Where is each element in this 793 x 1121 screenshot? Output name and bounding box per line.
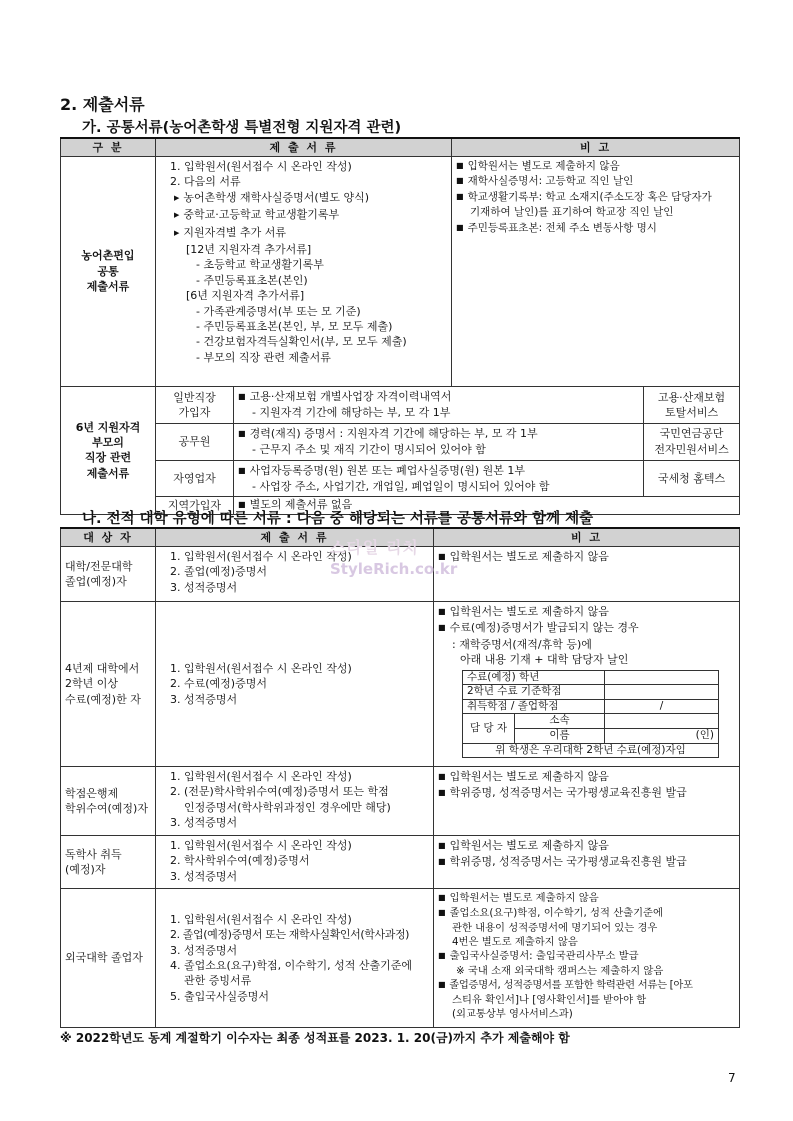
subtype-cell: 일반직장 가입자 xyxy=(156,387,234,424)
subtype-cell: 자영업자 xyxy=(156,460,234,497)
section-heading: 2. 제출서류 xyxy=(60,95,145,114)
form-confirmation-text: 위 학생은 우리대학 2학년 수료(예정)자임 xyxy=(463,743,719,758)
issuer-cell: 국세청 홈텍스 xyxy=(644,460,740,497)
documents-cell: 1. 입학원서(원서접수 시 온라인 작성) 2. (전문)학사학위수여(예정)증명서 또는 학점 인정증명서(학사학위과정인 경우에만 해당) 3. 성적증명서 xyxy=(156,767,434,836)
documents-cell: 1. 입학원서(원서접수 시 온라인 작성) 2. 학사학위수여(예정)증명서 3. 성적증명서 xyxy=(156,836,434,889)
documents-cell: 1. 입학원서(원서접수 시 온라인 작성) 2. 졸업(예정)증명서 또는 재학사실확인서(학사과정) 3. 성적증명서 4. 졸업소요(요구)학점, 이수학기, 성적 산출기준에 관한 증빙서류 5. 출입국사실증명서 xyxy=(156,889,434,1028)
row-label: 학점은행제 학위수여(예정)자 xyxy=(61,767,156,836)
watermark-url: StyleRich.co.kr xyxy=(330,560,458,578)
remarks-cell: ■ 입학원서는 별도로 제출하지 않음 ■ 학위증명, 성적증명서는 국가평생교육진흥원 발급 xyxy=(434,767,740,836)
header-documents: 제 출 서 류 xyxy=(156,138,452,157)
form-grade-value xyxy=(605,670,719,685)
form-credit-value xyxy=(605,685,719,700)
section-b-title: 나. 전적 대학 유형에 따른 서류 : 다음 중 해당되는 서류를 공통서류와 함께 제출 xyxy=(82,511,594,527)
row-label: 대학/전문대학 졸업(예정)자 xyxy=(61,547,156,602)
row-label: 4년제 대학에서 2학년 이상 수료(예정)한 자 xyxy=(61,602,156,767)
table-row xyxy=(61,423,740,460)
subtype-documents: ■ 경력(재직) 증명서 : 지원자격 기간에 해당하는 부, 모 각 1부 - 근무지 주소 및 재직 기간이 명시되어 있어야 함 xyxy=(234,423,644,460)
subtype-documents: ■ 별도의 제출서류 없음 xyxy=(234,497,740,514)
documents-cell: 1. 입학원서(원서접수 시 온라인 작성) 2. 졸업(예정)증명서 3. 성적증명서 xyxy=(156,547,434,602)
form-grade-label: 수료(예정) 학년 xyxy=(463,670,605,685)
form-credit-label: 2학년 수료 기준학점 xyxy=(463,685,605,700)
table-row xyxy=(61,889,740,1028)
watermark-text: 스타일 리치 xyxy=(330,538,419,557)
section-a-title: 가. 공통서류(농어촌학생 특별전형 지원자격 관련) xyxy=(82,120,402,136)
transfer-documents-table xyxy=(60,527,740,1028)
common-documents-table xyxy=(60,137,740,515)
page-number: 7 xyxy=(728,1071,736,1085)
form-name-label: 이름 xyxy=(515,729,605,744)
header-remarks: 비 고 xyxy=(434,528,740,547)
remarks-cell: ■ 입학원서는 별도로 제출하지 않음 ■ 학위증명, 성적증명서는 국가평생교육진흥원 발급 xyxy=(434,836,740,889)
header-target: 대 상 자 xyxy=(61,528,156,547)
remarks-cell: ■ 입학원서는 별도로 제출하지 않음 xyxy=(434,547,740,602)
form-officer-label: 담 당 자 xyxy=(463,714,515,743)
remarks-cell: ■ 입학원서는 별도로 제출하지 않음 ■ 수료(예정)증명서가 발급되지 않는 경우 : 재학증명서(재적/휴학 등)에 아래 내용 기재 + 대학 담당자 날인 수료(예정) 학년 2학년 수료 기준학점 취득학점 / 졸업학점 / 담 당 자 소속 이름 (인) 위 학생은 우리대학 2학년 수료(예정)자임 xyxy=(434,602,740,767)
header-category: 구 분 xyxy=(61,138,156,157)
header-remarks: 비 고 xyxy=(452,138,740,157)
form-dept-label: 소속 xyxy=(515,714,605,729)
header-documents: 제 출 서 류 xyxy=(156,528,434,547)
form-earned-value: / xyxy=(605,699,719,714)
row-label: 6년 지원자격 부모의 직장 관련 제출서류 xyxy=(61,387,156,515)
documents-cell: 1. 입학원서(원서접수 시 온라인 작성) 2. 수료(예정)증명서 3. 성적증명서 xyxy=(156,602,434,767)
remarks-cell: ■ 입학원서는 별도로 제출하지 않음 ■ 재학사실증명서: 고등학교 직인 날인 ■ 학교생활기록부: 학교 소재지(주소도장 혹은 담당자가 기재하여 날인)를 표기하여 학교장 직인 날인 ■ 주민등록표초본: 전체 주소 변동사항 명시 xyxy=(452,157,740,387)
form-seal: (인) xyxy=(605,729,719,744)
table-row xyxy=(61,767,740,836)
subtype-documents: ■ 사업자등록증명(원) 원본 또는 폐업사실증명(원) 원본 1부 - 사업장 주소, 사업기간, 개업일, 폐업일이 명시되어 있어야 함 xyxy=(234,460,644,497)
issuer-cell: 고용·산재보험 토탈서비스 xyxy=(644,387,740,424)
table-row xyxy=(61,602,740,767)
form-dept-value xyxy=(605,714,719,729)
issuer-cell: 국민연금공단 전자민원서비스 xyxy=(644,423,740,460)
subtype-documents: ■ 고용·산재보험 개별사업장 자격이력내역서 - 지원자격 기간에 해당하는 부, 모 각 1부 xyxy=(234,387,644,424)
table-row xyxy=(61,157,740,387)
row-label: 농어촌편입 공통 제출서류 xyxy=(61,157,156,387)
documents-cell: 1. 입학원서(원서접수 시 온라인 작성) 2. 다음의 서류 ▶ 농어촌학생 재학사실증명서(별도 양식) ▶ 중학교·고등학교 학교생활기록부 ▶ 지원자격별 추가 서류 [12년 지원자격 추가서류] - 초등학교 학교생활기록부 - 주민등록표초본(본인) [6년 지원자격 추가서류] - 가족관계증명서(부 또는 모 기준) - 주민등록표초본(본인, 부, 모 모두 제출) - 건강보험자격득실확인서(부, 모 모두 제출) - 부모의 직장 관련 제출서류 xyxy=(156,157,452,387)
confirmation-form xyxy=(462,670,719,759)
row-label: 외국대학 졸업자 xyxy=(61,889,156,1028)
table-row xyxy=(61,460,740,497)
remarks-cell: ■ 입학원서는 별도로 제출하지 않음 ■ 졸업소요(요구)학점, 이수학기, 성적 산출기준에 관한 내용이 성적증명서에 명기되어 있는 경우 4번은 별도로 제출하지 않음 ■ 출입국사실증명서: 출입국관리사무소 발급 ※ 국내 소재 외국대학 캠퍼스는 제출하지 않음 ■ 졸업증명서, 성적증명서를 포함한 학력관련 서류는 [아포 스티유 확인서]나 [영사확인서]를 받아야 함 (외교통상부 영사서비스과) xyxy=(434,889,740,1028)
row-label: 독학사 취득 (예정)자 xyxy=(61,836,156,889)
table-row xyxy=(61,387,740,424)
form-earned-label: 취득학점 / 졸업학점 xyxy=(463,699,605,714)
subtype-cell: 공무원 xyxy=(156,423,234,460)
subtype-cell: 지역가입자 xyxy=(156,497,234,514)
table-header-row xyxy=(61,138,740,157)
table-row xyxy=(61,836,740,889)
footnote: ※ 2022학년도 동계 계절학기 이수자는 최종 성적표를 2023. 1. 20(금)까지 추가 제출해야 함 xyxy=(60,1031,570,1045)
